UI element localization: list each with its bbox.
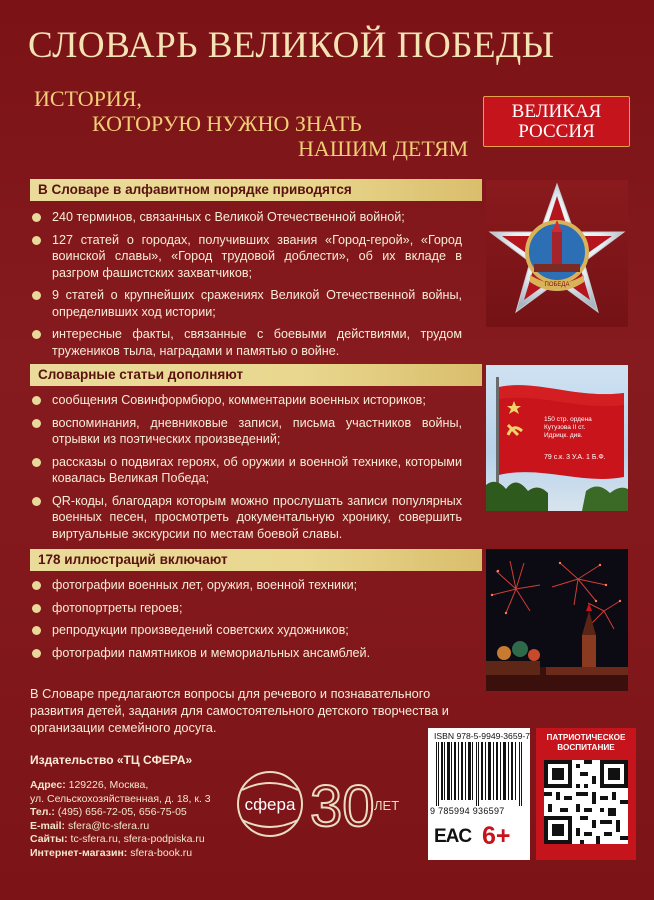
eac-mark: EAC	[434, 826, 472, 847]
series-badge-line-1: ВЕЛИКАЯ	[511, 100, 602, 122]
closing-paragraph: В Словаре предлагаются вопросы для речевого и познавательного развития детей, задания для самостоятельного детского творчества и организации семейного досуга.	[30, 686, 449, 735]
banner-text-line-3: Идрицк. див.	[544, 432, 583, 439]
tagline-line-3: НАШИМ ДЕТЯМ	[298, 136, 469, 161]
isbn-text: ISBN 978-5-9949-3659-7	[434, 731, 531, 741]
list-item: сообщения Совинформбюро, комментарии военных историков;	[30, 392, 462, 409]
contact-address: Адрес: 129226, Москва,	[30, 779, 149, 791]
section-list-supplements	[30, 392, 462, 548]
series-badge	[483, 96, 630, 147]
logo-word: сфера	[244, 795, 296, 814]
tagline-line-2: КОТОРУЮ НУЖНО ЗНАТЬ	[92, 111, 362, 136]
series-badge-line-2: РОССИЯ	[518, 120, 595, 142]
qr-label: ПАТРИОТИЧЕСКОЕ ВОСПИТАНИЕ	[546, 733, 626, 752]
fireworks-graphic	[486, 549, 628, 691]
tagline-line-1: ИСТОРИЯ,	[34, 86, 142, 111]
list-item: 127 статей о городах, получивших звания «Город-герой», «Город воинской славы», «Город трудовой доблести», об их вкладе в разгром фашистских захватчиков;	[30, 232, 462, 282]
barcode-panel	[428, 728, 530, 860]
banner-text-line-1: 150 стр. ордена	[544, 416, 592, 423]
age-rating: 6+	[482, 822, 511, 850]
qr-panel	[536, 728, 636, 860]
list-item: рассказы о подвигах героях, об оружии и военной технике, которыми ковалась Великая Победа;	[30, 454, 462, 487]
sfera-logo-graphic	[230, 764, 402, 854]
list-item: фотографии памятников и мемориальных ансамблей.	[30, 645, 462, 662]
contact-street: ул. Сельскохозяйственная, д. 18, к. 3	[30, 792, 211, 805]
order-star-graphic	[486, 180, 628, 327]
barcode-graphic	[436, 742, 522, 806]
logo-suffix: ЛЕТ	[374, 798, 400, 813]
list-item: репродукции произведений советских художников;	[30, 622, 462, 639]
book-title: СЛОВАРЬ ВЕЛИКОЙ ПОБЕДЫ	[28, 25, 555, 66]
section-list-alphabetical	[30, 209, 462, 365]
publisher-contacts	[30, 779, 211, 861]
section-heading-alphabetical: В Словаре в алфавитном порядке приводятся	[30, 179, 482, 201]
contact-phone: Тел.: (495) 656-72-05, 656-75-05	[30, 806, 187, 819]
logo-number: 30	[310, 774, 375, 839]
barcode-digits: 9 785994 936597	[430, 806, 505, 816]
fireworks-kremlin-image	[486, 549, 628, 691]
section-heading-supplements: Словарные статьи дополняют	[30, 364, 482, 386]
victory-banner-image	[486, 365, 628, 511]
list-item: интересные факты, связанные с боевыми действиями, трудом тружеников тыла, наградами и памятью о войне.	[30, 326, 462, 359]
contact-sites: Сайты: tc-sfera.ru, sfera-podpiska.ru	[30, 833, 205, 846]
list-item: 240 терминов, связанных с Великой Отечественной войной;	[30, 209, 462, 226]
sfera-30-logo	[230, 764, 402, 854]
list-item: воспоминания, дневниковые записи, письма участников войны, отрывки из поэтических произведений;	[30, 415, 462, 448]
victory-banner-graphic	[486, 365, 628, 511]
banner-text-line-4: 79 с.к. 3 У.А. 1 Б.Ф.	[544, 454, 606, 461]
list-item: фотопортреты героев;	[30, 600, 462, 617]
contact-email: E-mail: sfera@tc-sfera.ru	[30, 819, 150, 832]
contact-shop: Интернет-магазин: sfera-book.ru	[30, 846, 193, 859]
section-list-illustrations	[30, 577, 462, 667]
order-ribbon-text: ПОБЕДА	[544, 282, 570, 288]
list-item: 9 статей о крупнейших сражениях Великой Отечественной войны, определивших ход истории;	[30, 287, 462, 320]
section-heading-illustrations: 178 иллюстраций включают	[30, 549, 482, 571]
qr-code-graphic[interactable]	[544, 760, 628, 844]
publisher-heading: Издательство «ТЦ СФЕРА»	[30, 753, 193, 767]
list-item: фотографии военных лет, оружия, военной техники;	[30, 577, 462, 594]
banner-text-line-2: Кутузова II ст.	[544, 424, 586, 431]
list-item: QR-коды, благодаря которым можно прослушать записи популярных военных песен, просмотреть документальную хронику, совершить виртуальные экскурсии по местам боевой славы.	[30, 493, 462, 543]
order-of-victory-image	[486, 180, 628, 327]
